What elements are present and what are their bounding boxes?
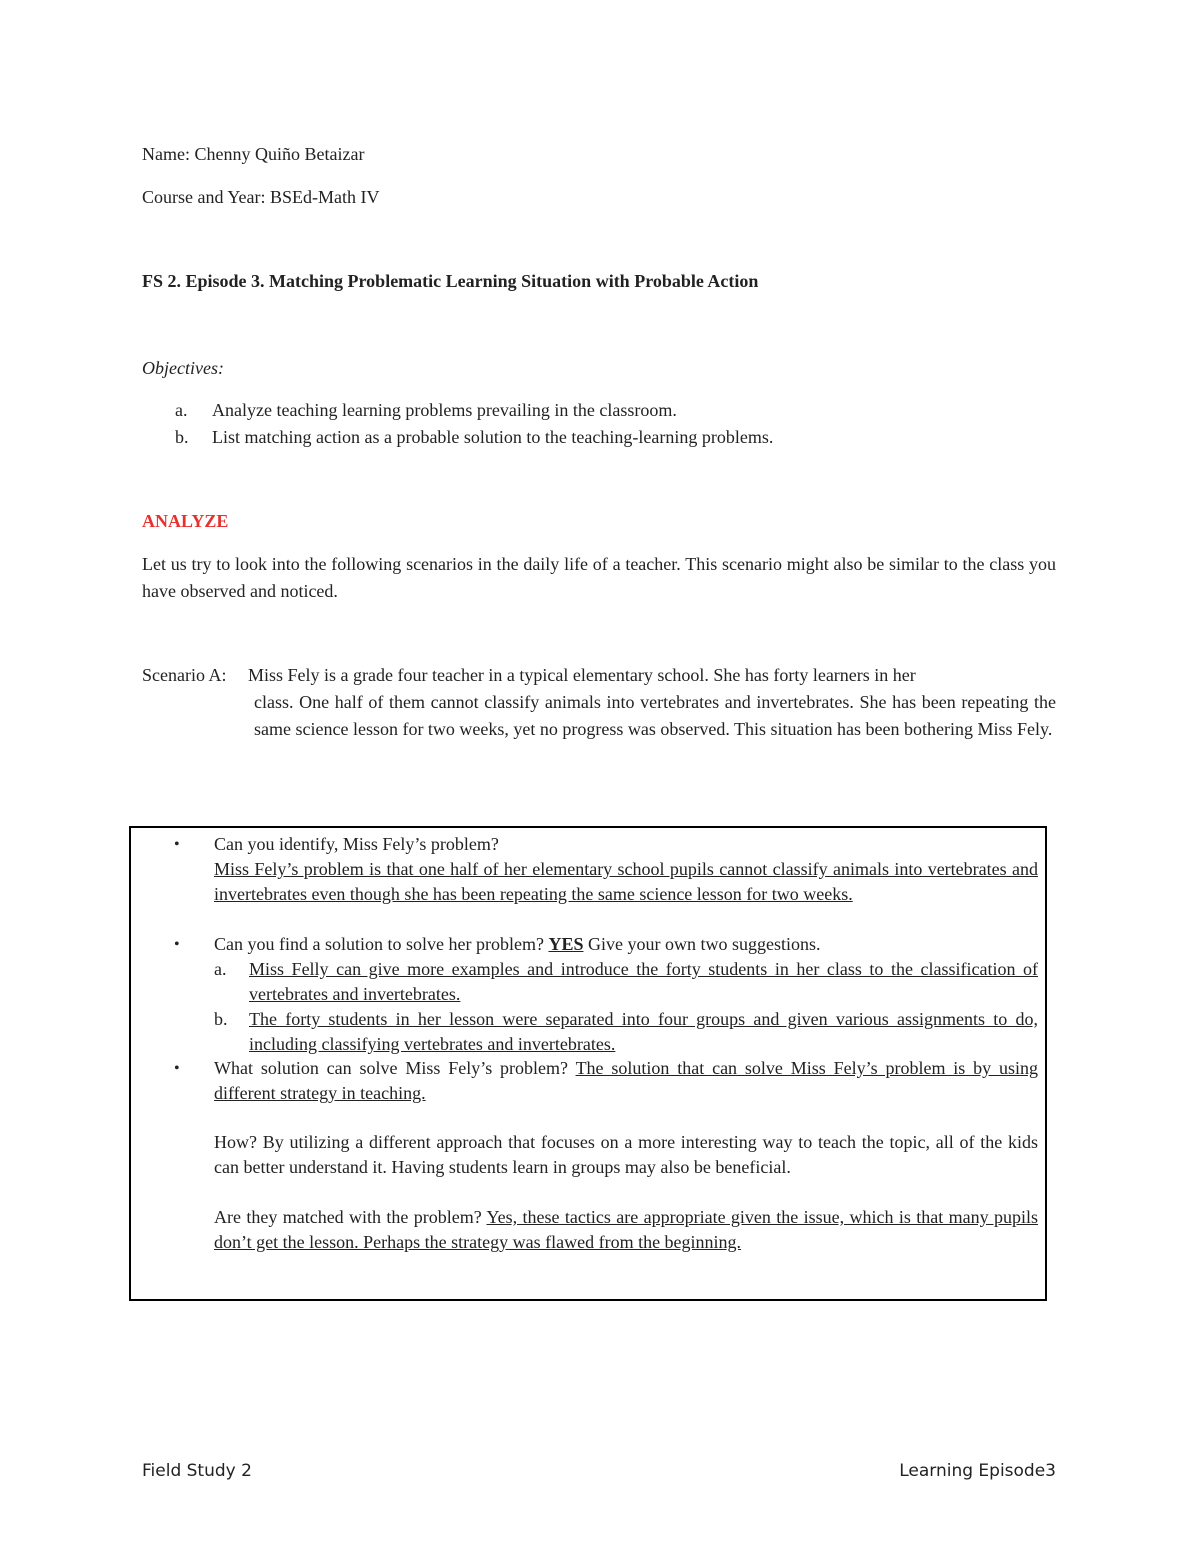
document-title: FS 2. Episode 3. Matching Problematic Learning Situation with Probable Action [142,271,759,291]
question-2-text: Can you find a solution to solve her problem? [214,934,544,954]
answer-4-text: Yes, these tactics are appropriate given the issue, which is that many pupils don’t get the lesson. Perhaps the strategy was flawed from the beginning. [214,1207,1038,1252]
bullet-icon: • [174,1060,180,1077]
answer-1-text: Miss Fely’s problem is that one half of her elementary school pupils cannot classify animals into vertebrates and invertebrates even though she has been repeating the same science lesson for two weeks. [214,859,1038,904]
question-2 [214,932,1038,957]
scenario-first-line: Miss Fely is a grade four teacher in a typical elementary school. She has forty learners in her [248,665,916,685]
question-1 [214,832,1038,907]
objective-b-text: List matching action as a probable solution to the teaching-learning problems. [212,427,774,447]
question-3 [214,1056,1038,1106]
suggestion-b-text: The forty students in her lesson were separated into four groups and given various assignments to do, including classifying vertebrates and invertebrates. [249,1009,1038,1054]
bullet-icon: • [174,836,180,853]
objective-a-label: a. [175,400,188,420]
analyze-heading: ANALYZE [142,511,229,531]
objective-b-label: b. [175,427,189,447]
analyze-intro: Let us try to look into the following scenarios in the daily life of a teacher. This scenario might also be similar to the class you have observed and noticed. [142,554,1056,601]
how-explanation: How? By utilizing a different approach that focuses on a more interesting way to teach the topic, all of the kids can better understand it. Having students learn in groups may also be beneficial. [214,1132,1038,1177]
scenario-label: Scenario A: [142,665,227,685]
question-3-text: What solution can solve Miss Fely’s problem? [214,1058,576,1078]
footer-left: Field Study 2 [142,1461,252,1481]
student-name: Name: Chenny Quiño Betaizar [142,144,365,164]
question-4 [214,1205,1038,1255]
suggestion-a-label: a. [214,959,227,979]
answer-3-text: The solution that can solve Miss Fely’s problem is by using different strategy in teaching. [214,1058,1038,1103]
course-and-year: Course and Year: BSEd-Math IV [142,187,380,207]
footer-right: Learning Episode3 [899,1461,1056,1481]
question-answer-box [129,826,1047,1301]
suggestion-a-text: Miss Felly can give more examples and introduce the forty students in her class to the classification of vertebrates and invertebrates. [249,959,1038,1004]
question-1-text: Can you identify, Miss Fely’s problem? [214,834,499,854]
question-2-rest: Give your own two suggestions. [583,934,821,954]
objective-a-text: Analyze teaching learning problems prevailing in the classroom. [212,400,677,420]
question-4-text: Are they matched with the problem? [214,1207,487,1227]
scenario-body: class. One half of them cannot classify animals into vertebrates and invertebrates. She has been repeating the same science lesson for two weeks, yet no progress was observed. This situation has been bothering Miss Fely. [254,692,1056,739]
objectives-heading: Objectives: [142,358,224,378]
suggestion-b-label: b. [214,1009,228,1029]
bullet-icon: • [174,936,180,953]
question-2-yes: YES [548,934,584,954]
